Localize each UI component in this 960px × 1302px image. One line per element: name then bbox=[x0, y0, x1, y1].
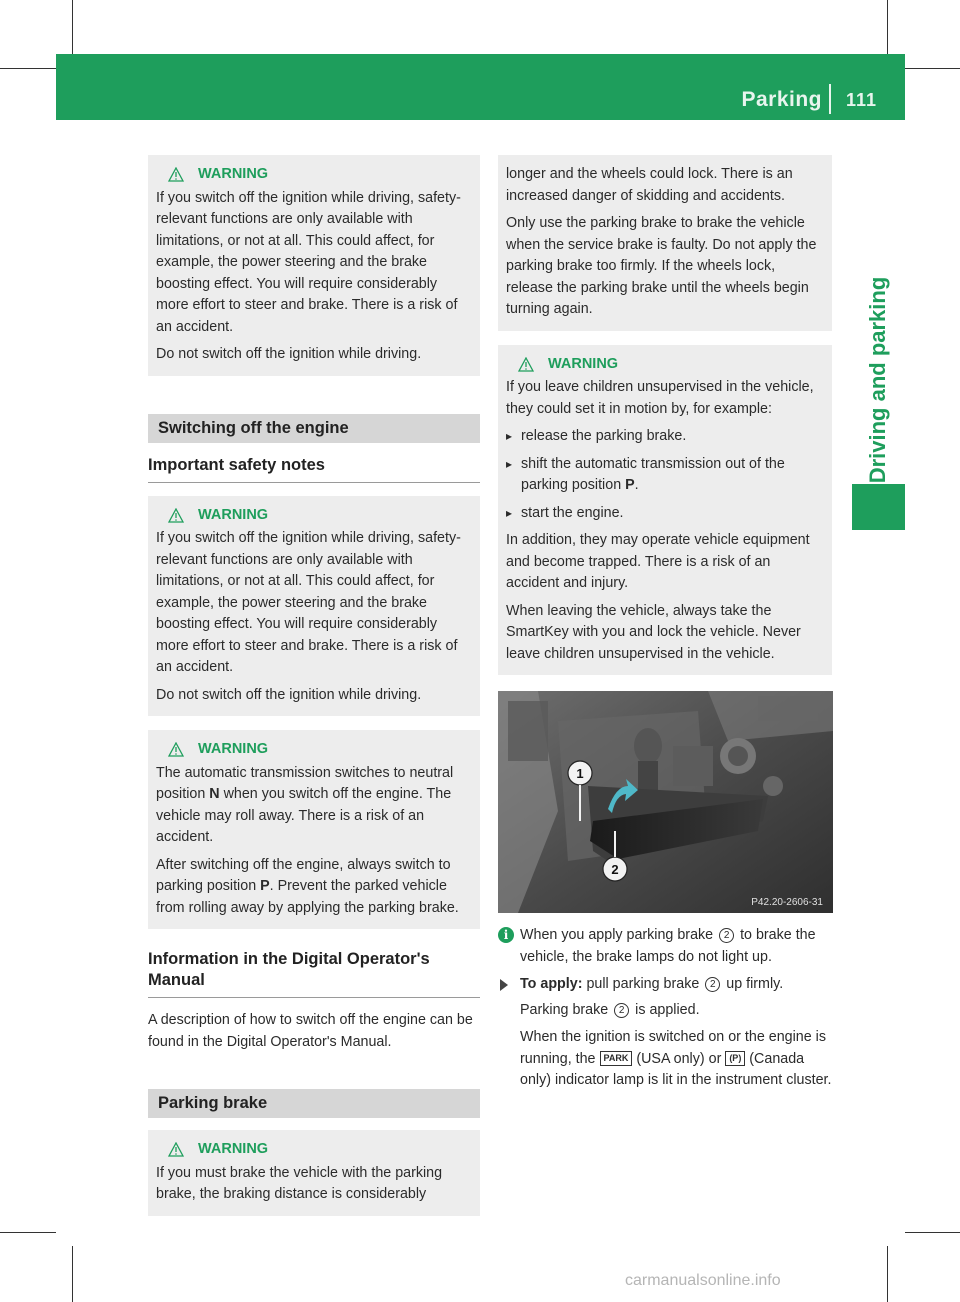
warning-text: In addition, they may operate vehicle equipment and become trapped. There is a risk of an accident and injury. bbox=[506, 532, 810, 591]
warning-label: WARNING bbox=[198, 506, 269, 523]
header-title: Parking bbox=[741, 88, 822, 111]
callout-ref: 2 bbox=[614, 1003, 629, 1018]
crop-mark bbox=[905, 1232, 960, 1233]
subheading: Important safety notes bbox=[148, 455, 480, 483]
callout-ref: 2 bbox=[719, 928, 734, 943]
step-note: When the ignition is switched on or the engine is running, the PARK (USA only) or (P) (Canada only) indicator lamp is lit in the instrument cluster. bbox=[520, 1029, 832, 1088]
left-column bbox=[148, 155, 480, 1216]
header-divider bbox=[829, 84, 831, 114]
warning-heading bbox=[168, 739, 473, 761]
photo-illustration bbox=[498, 691, 833, 913]
warning-heading bbox=[168, 505, 473, 527]
park-indicator-icon: PARK bbox=[600, 1051, 633, 1066]
warning-box-continued bbox=[498, 155, 832, 331]
warning-heading bbox=[168, 164, 473, 186]
warning-triangle-icon bbox=[168, 508, 184, 523]
crop-mark bbox=[72, 1246, 73, 1302]
info-note: i When you apply parking brake 2 to brake the vehicle, the brake lamps do not light up. bbox=[498, 925, 832, 968]
warning-text: The automatic transmission switches to neutral position N when you switch off the engine. The vehicle may roll away. There is a risk of an accident. bbox=[156, 764, 454, 845]
warning-box bbox=[148, 730, 480, 929]
watermark: carmanualsonline.info bbox=[625, 1272, 781, 1289]
callout-ref: 2 bbox=[705, 977, 720, 992]
step-arrow-icon bbox=[500, 979, 508, 991]
warning-triangle-icon bbox=[168, 167, 184, 182]
crop-mark bbox=[887, 0, 888, 56]
warning-box bbox=[498, 345, 832, 676]
warning-text: After switching off the engine, always switch to parking position P. Prevent the parked vehicle from rolling away by applying the parking brake. bbox=[156, 856, 459, 916]
crop-mark bbox=[0, 68, 56, 69]
warning-label: WARNING bbox=[198, 1141, 269, 1157]
list-item: ▸ release the parking brake. bbox=[506, 426, 825, 448]
warning-triangle-icon bbox=[518, 357, 534, 372]
step-result: Parking brake 2 is applied. bbox=[520, 1001, 700, 1018]
warning-heading bbox=[168, 1139, 473, 1161]
photo-code: P42.20-2606-31 bbox=[751, 897, 823, 908]
photo-callout-1: 1 bbox=[576, 766, 584, 781]
brake-indicator-icon: (P) bbox=[725, 1051, 745, 1066]
warning-triangle-icon bbox=[168, 742, 184, 757]
warning-box bbox=[148, 1130, 480, 1216]
photo-callout-2: 2 bbox=[611, 862, 619, 877]
instruction-step: To apply: pull parking brake 2 up firmly. Parking brake 2 is applied. When the ignition is switched on or the engine is running, the PARK (USA only) or (P) (Canada only) indicator lamp is lit in the instrument cluster. bbox=[498, 974, 832, 1092]
warning-heading bbox=[518, 354, 825, 376]
warning-text: If you must brake the vehicle with the parking brake, the braking distance is considerably bbox=[156, 1164, 443, 1202]
crop-mark bbox=[0, 1232, 56, 1233]
crop-mark bbox=[887, 1246, 888, 1302]
body-text: A description of how to switch off the engine can be found in the Digital Operator's Manual. bbox=[148, 1012, 473, 1050]
warning-triangle-icon bbox=[168, 1142, 184, 1157]
warning-text: Only use the parking brake to brake the vehicle when the service brake is faulty. Do not apply the parking brake too firmly. If the wheels lock, release the parking brake until the wheels begin turning again. bbox=[506, 215, 817, 317]
section-heading: Switching off the engine bbox=[148, 414, 480, 443]
chapter-marker bbox=[852, 484, 905, 530]
warning-label: WARNING bbox=[198, 166, 269, 182]
warning-box bbox=[148, 155, 480, 376]
subheading: Information in the Digital Operator's Manual bbox=[148, 949, 480, 998]
warning-text: If you leave children unsupervised in the vehicle, they could set it in motion by, for example: bbox=[506, 379, 814, 417]
chapter-label: Driving and parking bbox=[865, 276, 890, 484]
warning-text: If you switch off the ignition while driving, safety-relevant functions are only available with limitations, or not at all. This could affect, for example, the power steering and the brake boosting effect. You will require considerably more effort to steer and brake. There is a risk of an accident. bbox=[156, 189, 461, 335]
section-heading: Parking brake bbox=[148, 1089, 480, 1118]
list-item: ▸ shift the automatic transmission out of the parking position P. bbox=[506, 454, 825, 497]
warning-text: If you switch off the ignition while driving, safety-relevant functions are only available with limitations, or not at all. This could affect, for example, the power steering and the brake boosting effect. You will require considerably more effort to steer and brake. There is a risk of an accident. bbox=[156, 530, 461, 675]
list-item: ▸ start the engine. bbox=[506, 503, 825, 525]
warning-text: When leaving the vehicle, always take the SmartKey with you and lock the vehicle. Never leave children unsupervised in the vehicle. bbox=[506, 602, 801, 662]
page-number: 111 bbox=[845, 90, 877, 110]
warning-list bbox=[506, 426, 825, 524]
warning-box bbox=[148, 496, 480, 717]
crop-mark bbox=[905, 68, 960, 69]
right-column bbox=[498, 155, 832, 1092]
crop-mark bbox=[72, 0, 73, 56]
page-header bbox=[56, 54, 905, 120]
warning-text: Do not switch off the ignition while driving. bbox=[156, 686, 422, 703]
warning-label: WARNING bbox=[198, 741, 269, 757]
warning-text: longer and the wheels could lock. There is an increased danger of skidding and accidents. bbox=[506, 166, 793, 204]
warning-label: WARNING bbox=[548, 355, 619, 372]
parking-brake-photo bbox=[498, 691, 833, 913]
warning-text: Do not switch off the ignition while driving. bbox=[156, 346, 422, 362]
info-icon: i bbox=[498, 927, 514, 943]
